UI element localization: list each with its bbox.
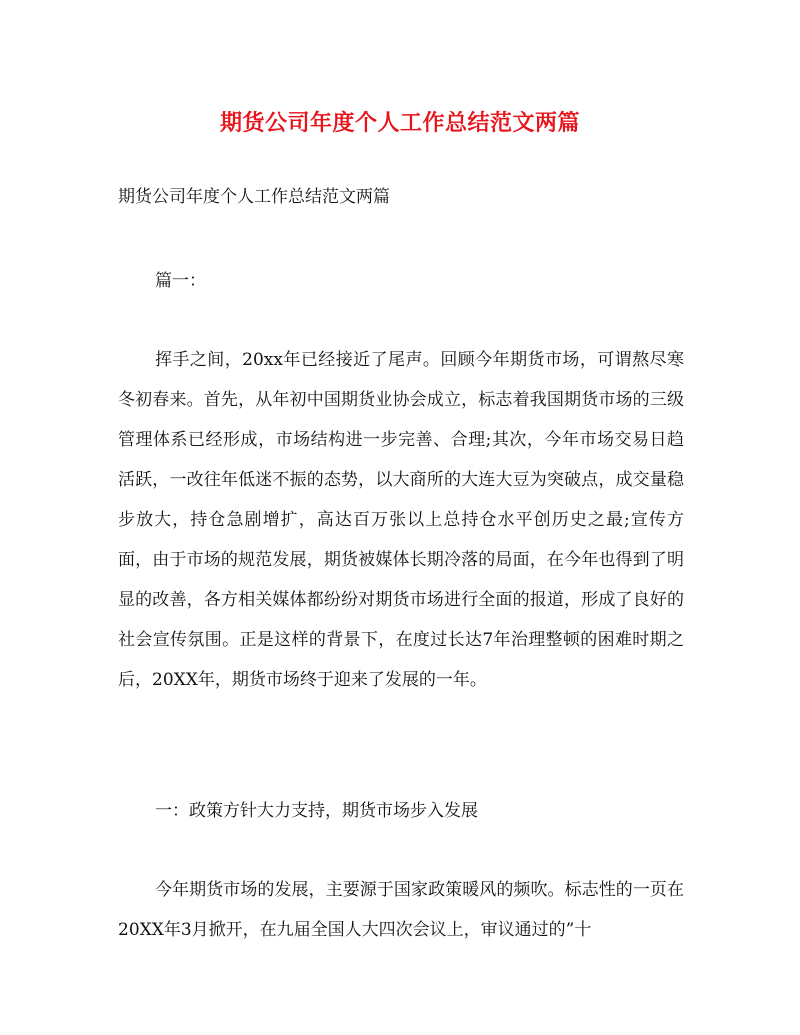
- paragraph-1: 挥手之间，20xx年已经接近了尾声。回顾今年期货市场，可谓熬尽寒冬初春来。首先，从年初中国期货业协会成立，标志着我国期货市场的三级管理体系已经形成，市场结构进一步完善、合理;其次，今年市场交易日趋活跃，一改往年低迷不振的态势，以大商所的大连大豆为突破点，成交量稳步放大，持仓急剧增扩，高达百万张以上总持仓水平创历史之最;宣传方面，由于市场的规范发展，期货被媒体长期冷落的局面，在今年也得到了明显的改善，各方相关媒体都纷纷对期货市场进行全面的报道，形成了良好的社会宣传氛围。正是这样的背景下，在度过长达7年治理整顿的困难时期之后，20XX年，期货市场终于迎来了发展的一年。: [118, 350, 684, 690]
- document-subtitle: 期货公司年度个人工作总结范文两篇: [118, 187, 390, 207]
- paragraph-2: 今年期货市场的发展，主要源于国家政策暖风的频吹。标志性的一页在20XX年3月掀开，在九届全国人大四次会议上，审议通过的”十: [118, 880, 684, 940]
- section-1-heading: 一：政策方针大力支持，期货市场步入发展: [155, 801, 478, 821]
- document-title: 期货公司年度个人工作总结范文两篇: [219, 110, 580, 136]
- part-one-label: 篇一：: [155, 271, 206, 291]
